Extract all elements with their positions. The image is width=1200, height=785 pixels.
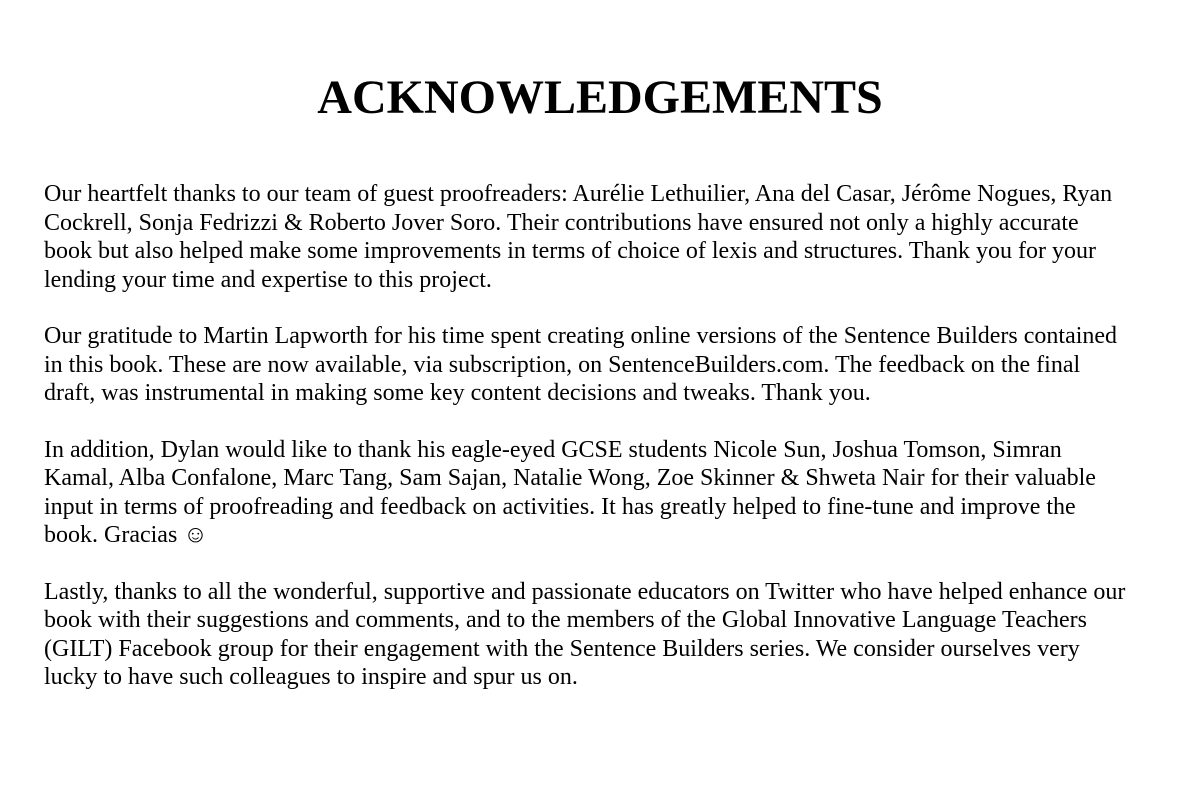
text-line: (GILT) Facebook group for their engagement with the Sentence Builders series. We consider ourselves very [44,635,1080,662]
text-line: Lastly, thanks to all the wonderful, supportive and passionate educators on Twitter who have helped enhance our [44,578,1126,605]
text-line: Our heartfelt thanks to our team of guest proofreaders: Aurélie Lethuilier, Ana del Casar, Jérôme Nogues, Ryan [44,181,1113,207]
text-line: draft, was instrumental in making some key content decisions and tweaks. Thank you. [44,380,871,406]
text-line: book. Gracias ☺ [44,522,208,548]
text-line: Our gratitude to Martin Lapworth for his time spent creating online versions of the Sentence Builders contained [44,323,1118,349]
text-line: lending your time and expertise to this project. [44,266,492,293]
text-line: In addition, Dylan would like to thank his eagle-eyed GCSE students Nicole Sun, Joshua Tomson, Simran [44,436,1062,463]
text-line: lucky to have such colleagues to inspire and spur us on. [44,664,578,690]
text-line: book with their suggestions and comments, and to the members of the Global Innovative Language Teachers [44,607,1087,633]
paragraph-proofreaders [44,180,1169,294]
paragraph-online-versions [44,322,1169,408]
page-title: ACKNOWLEDGEMENTS [317,71,883,124]
paragraph-students [44,436,1169,550]
text-line: book but also helped make some improvements in terms of choice of lexis and structures. Thank you for your [44,238,1096,264]
text-line: input in terms of proofreading and feedback on activities. It has greatly helped to fine-tune and improve the [44,493,1076,520]
text-line: in this book. These are now available, via subscription, on SentenceBuilders.com. The feedback on the final [44,351,1081,378]
paragraph-educators [44,578,1169,692]
acknowledgements-body [44,180,1169,720]
text-line: Cockrell, Sonja Fedrizzi & Roberto Jover Soro. Their contributions have ensured not only a highly accurate [44,209,1079,236]
text-line: Kamal, Alba Confalone, Marc Tang, Sam Sajan, Natalie Wong, Zoe Skinner & Shweta Nair for their valuable [44,465,1096,491]
